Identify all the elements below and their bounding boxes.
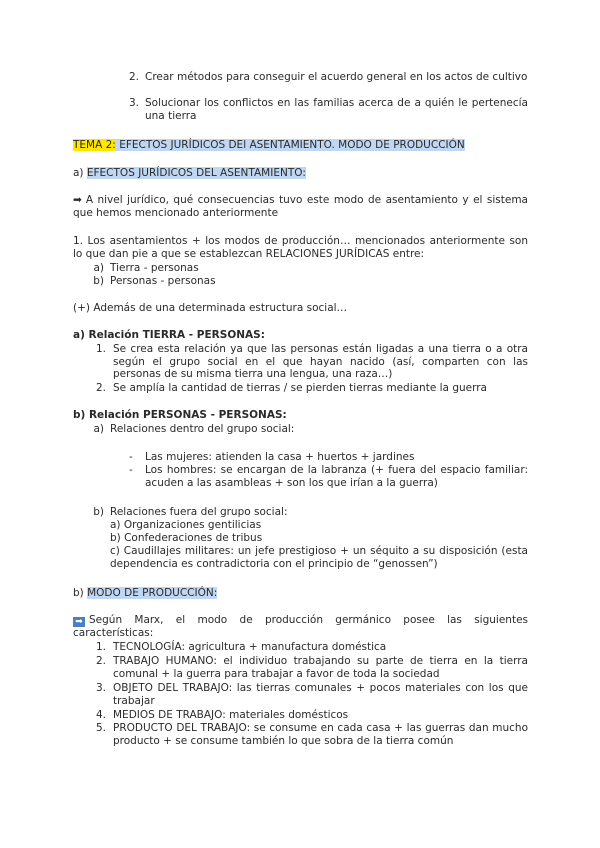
section-a-intro-text: A nivel jurídico, qué consecuencias tuvo este modo de asentamiento y el sistema que hemos mencionado anteriormente [73,194,528,219]
sub-line: a) Organizaciones gentilicias [110,519,262,531]
list-number: 2. [95,382,106,394]
list-item [92,641,528,654]
tema-title: EFECTOS JURÍDICOS DEl ASENTAMIENTO. MODO DE PRODUCCIÓN [115,139,465,151]
list-number: 3. [95,682,106,694]
list-number: 2. [128,71,139,83]
arrow-right-icon: ➡ [73,617,85,627]
list-text: PRODUCTO DEL TRABAJO: se consume en cada casa + las guerras dan mucho producto + se consume también lo que sobra de la tierra común [113,722,528,747]
list-text: Relaciones fuera del grupo social: [110,506,288,518]
section-a-title: EFECTOS JURÍDICOS DEL ASENTAMIENTO: [86,167,306,179]
list-item [92,343,528,381]
list-number: 4. [95,709,106,721]
list-text: Se amplía la cantidad de tierras / se pierden tierras mediante la guerra [113,382,487,394]
list-item [92,709,528,722]
list-number: 5. [95,722,106,734]
list-text: TECNOLOGÍA: agricultura + manufactura doméstica [113,641,387,653]
tema-prefix: TEMA 2: [73,139,116,151]
tema-heading [73,139,528,152]
list-item [90,423,528,436]
list-item [125,97,528,122]
list-text: Tierra - personas [110,262,199,274]
list-item [90,506,528,519]
list-number: 3. [128,97,139,109]
paragraph-1: 1. Los asentamientos + los modos de producción… mencionados anteriormente son lo que dan pie a que se establezcan RELACIONES JURÍDICAS entre: [73,235,528,260]
relacion-personas-heading: b) Relación PERSONAS - PERSONAS: [73,409,287,421]
list-item [92,382,528,395]
section-b-intro-text: Según Marx, el modo de producción germánico posee las siguientes características: [73,614,528,639]
list-letter: a) [93,423,104,435]
list-item [90,262,528,275]
list-item [92,682,528,707]
section-a-prefix: a) [73,167,87,179]
dash-text: Las mujeres: atienden la casa + huertos + jardines [145,451,415,463]
sub-line: c) Caudillajes militares: un jefe prestigioso + un séquito a su disposición (esta dependencia es contradictoria con el principio de “genossen”) [110,545,528,570]
list-number: 1. [95,343,106,355]
section-a-heading [73,167,528,180]
dash-item [129,464,528,489]
list-text: MEDIOS DE TRABAJO: materiales domésticos [113,709,349,721]
section-b-title: MODO DE PRODUCCIÓN: [87,587,218,599]
section-b-heading [73,587,528,600]
list-number: 1. [95,641,106,653]
list-text: OBJETO DEL TRABAJO: las tierras comunales + pocos materiales con los que trabajar [113,682,528,707]
section-b-intro [73,614,528,640]
dash-bullet: - [129,464,133,476]
relacion-tierra-heading: a) Relación TIERRA - PERSONAS: [73,329,265,341]
list-letter: a) [93,262,104,274]
list-text: Solucionar los conflictos en las familias acerca de a quién le pertenecía una tierra [145,97,528,122]
note-paragraph: (+) Además de una determinada estructura social… [73,302,348,314]
dash-item [129,451,528,464]
list-item [90,275,528,288]
list-text: Personas - personas [110,275,216,287]
list-text: Crear métodos para conseguir el acuerdo general en los actos de cultivo [145,71,528,83]
arrow-right-icon: ➡ [73,194,82,206]
dash-text: Los hombres: se encargan de la labranza (+ fuera del espacio familiar: acuden a las asambleas + son los que irían a la guerra) [145,464,528,489]
list-item [92,655,528,680]
list-letter: b) [93,275,104,287]
sub-line: b) Confederaciones de tribus [110,532,263,544]
list-item [125,71,528,84]
list-letter: b) [93,506,104,518]
section-b-prefix: b) [73,587,88,599]
list-text: Se crea esta relación ya que las personas están ligadas a una tierra o a otra según el grupo social en el que hayan nacido (así, comparten con las personas de su misma tierra una lengua, una raza…) [113,343,528,381]
list-text: Relaciones dentro del grupo social: [110,423,295,435]
list-number: 2. [95,655,106,667]
section-a-intro [73,194,528,219]
dash-bullet: - [129,451,133,463]
list-text: TRABAJO HUMANO: el individuo trabajando su parte de tierra en la tierra comunal + la guerra para trabajar a favor de toda la sociedad [113,655,528,680]
list-item [92,722,528,747]
